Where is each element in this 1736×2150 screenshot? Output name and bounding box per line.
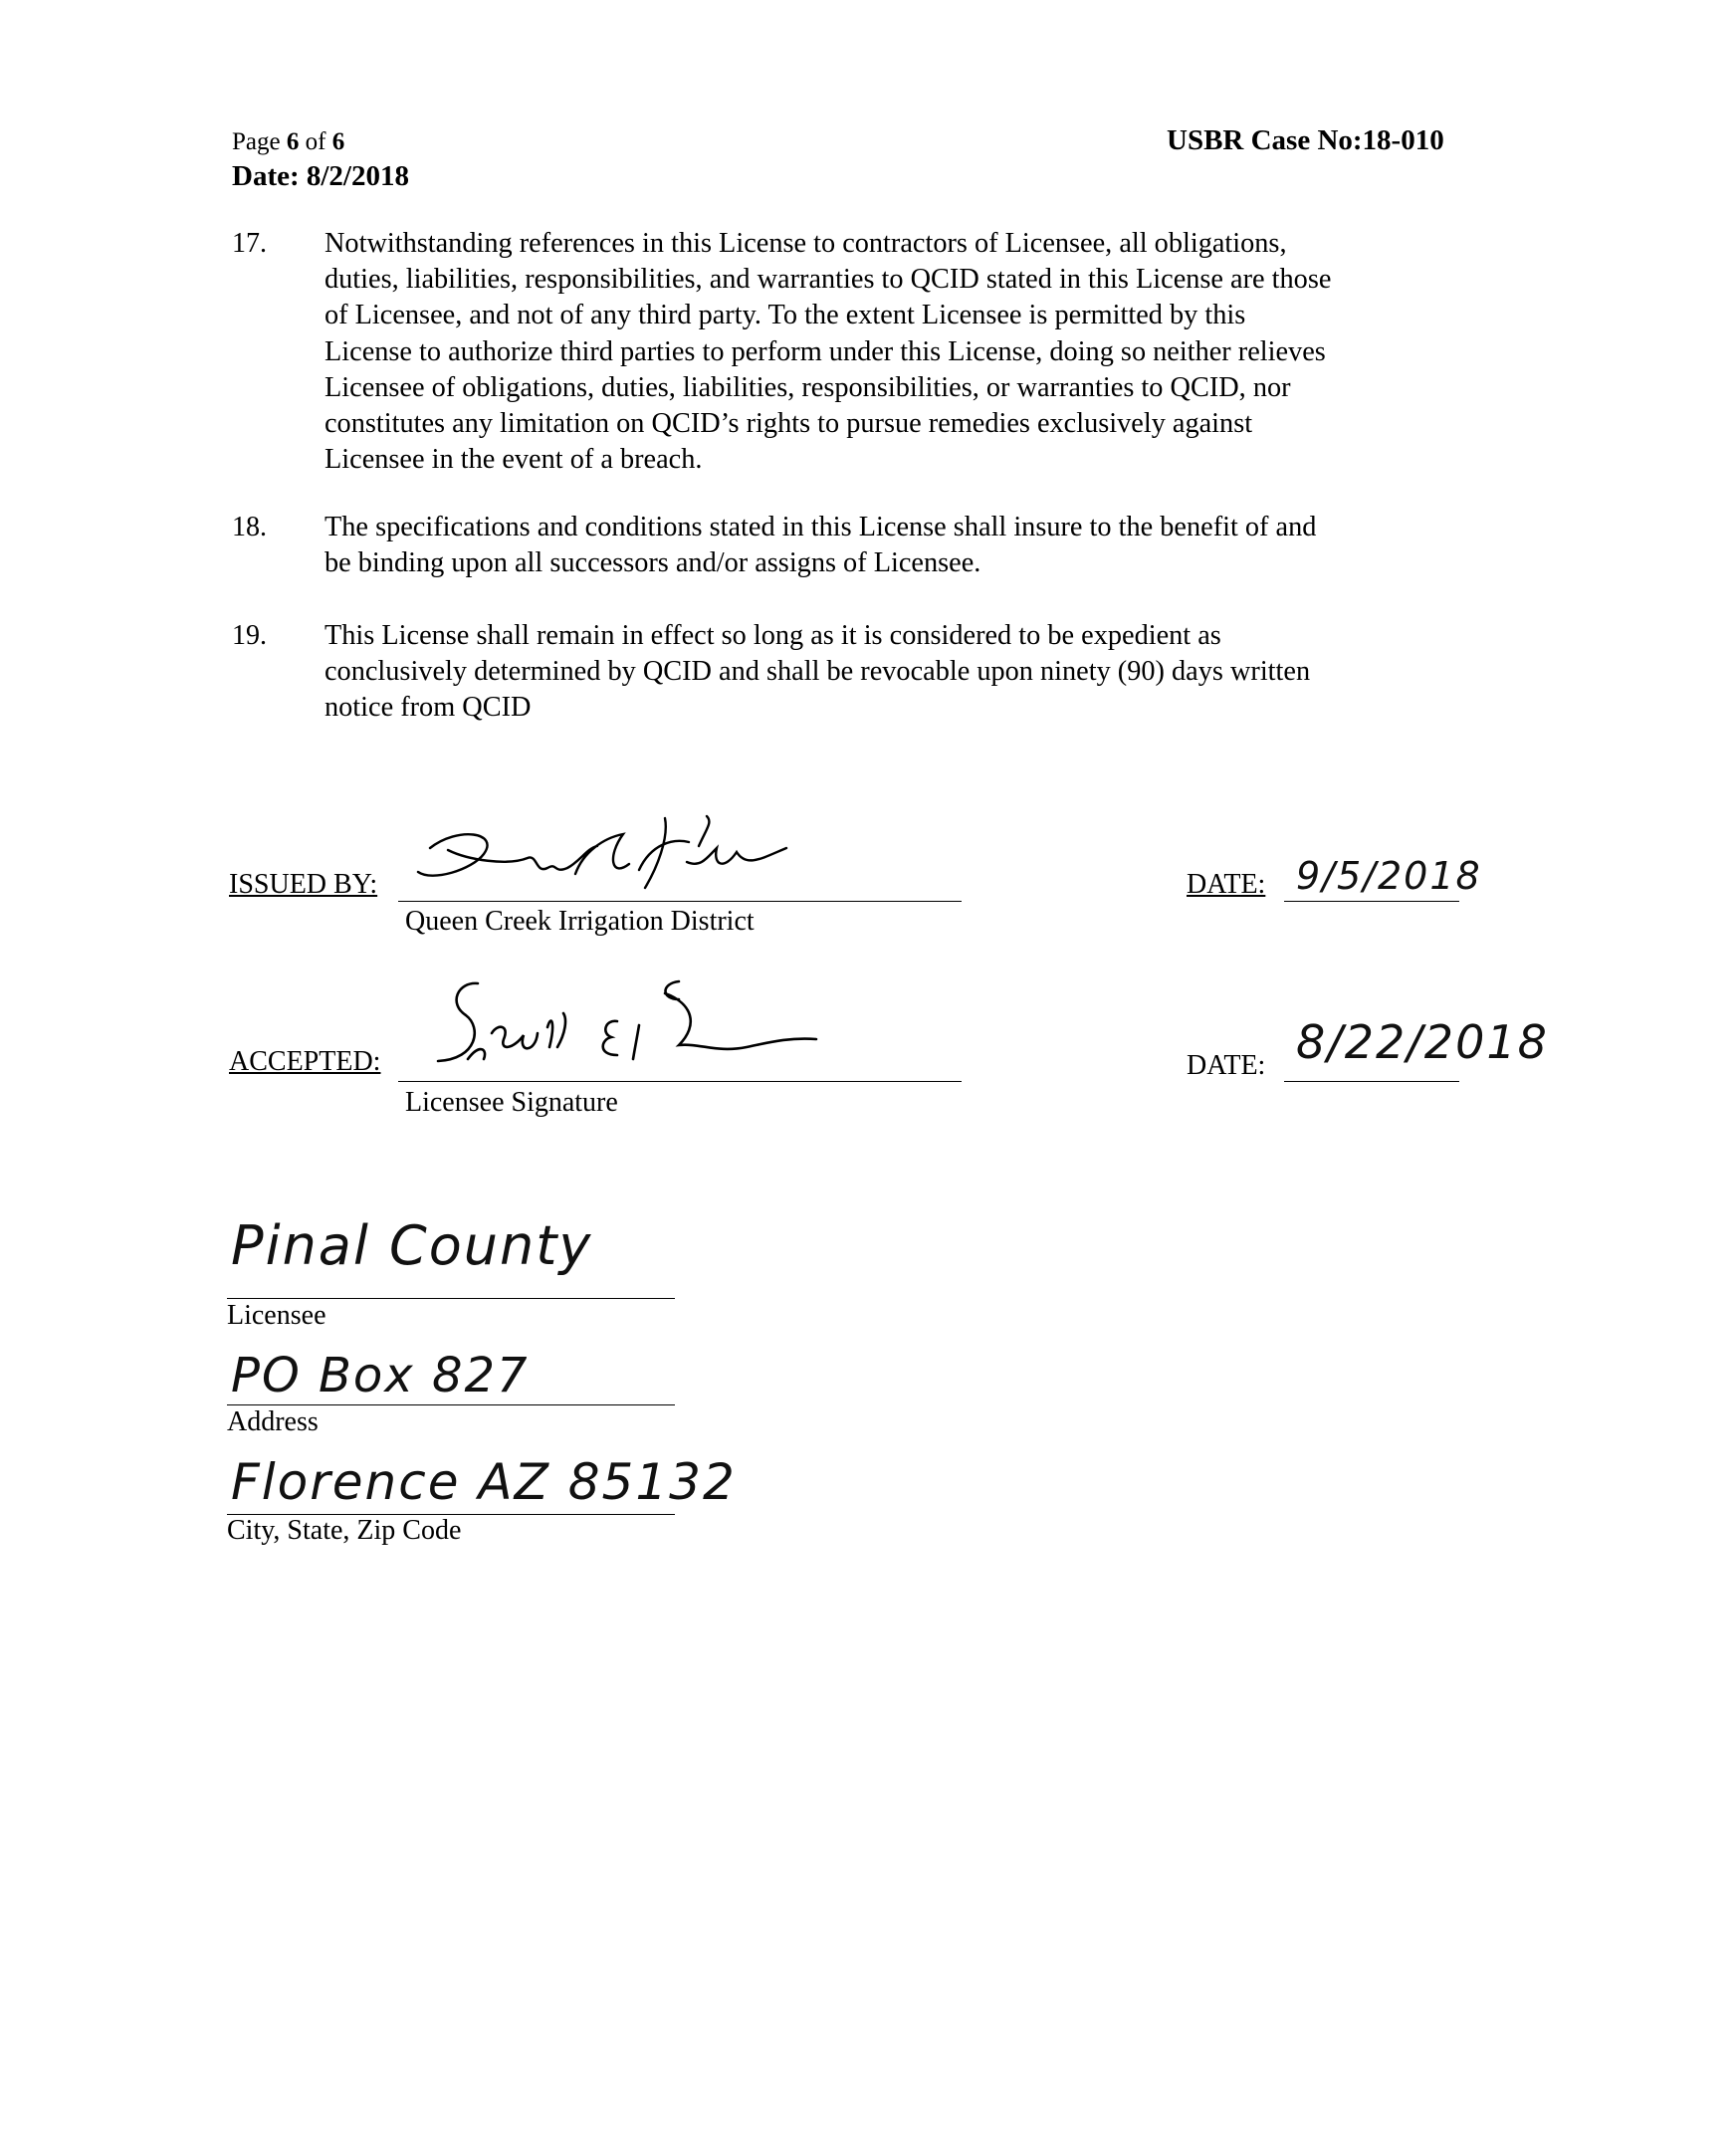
licensee-line [227, 1298, 675, 1299]
address-line [227, 1404, 675, 1405]
accepted-date-line [1284, 1081, 1459, 1082]
paragraph-text: This License shall remain in effect so long as it is considered to be expedient as conclusively determined by QCID and shall be revocable upon ninety (90) days written notice from QCID [325, 620, 1311, 724]
paragraph-number: 19. [232, 620, 267, 651]
city-state-zip-value: Florence AZ 85132 [231, 1453, 737, 1511]
page-number [232, 127, 344, 157]
page-prefix: Page [232, 128, 287, 155]
licensee-label: Licensee [227, 1300, 326, 1331]
page-of: of [299, 128, 332, 155]
issued-date-line [1284, 901, 1459, 902]
case-number: USBR Case No:18-010 [1167, 124, 1444, 156]
licensee-signature-icon [418, 964, 856, 1083]
issuer-signature-icon [408, 808, 826, 908]
issued-date-value: 9/5/2018 [1296, 854, 1482, 898]
issued-date-label: DATE: [1187, 869, 1266, 900]
address-value: PO Box 827 [231, 1348, 530, 1403]
licensee-value: Pinal County [231, 1214, 593, 1277]
accepted-date-value: 8/22/2018 [1296, 1015, 1549, 1069]
issuer-organization: Queen Creek Irrigation District [405, 906, 755, 937]
accepted-label: ACCEPTED: [229, 1046, 381, 1077]
address-label: Address [227, 1406, 319, 1437]
accepted-date-label: DATE: [1187, 1050, 1266, 1081]
page-current: 6 [286, 128, 300, 155]
city-state-zip-label: City, State, Zip Code [227, 1515, 462, 1546]
paragraph-text: Notwithstanding references in this License to contractors of Licensee, all obligations, duties, liabilities, responsibilities, and warranties to QCID stated in this License are those of Licensee, and not of any third party. To the extent Licensee is permitted by this License to authorize third parties to perform under this License, doing so neither relieves Licensee of obligations, duties, liabilities, responsibilities, or warranties to QCID, nor constitutes any limitation on QCID’s rights to pursue remedies exclusively against Licensee in the event of a breach. [325, 228, 1332, 476]
paragraph-number: 18. [232, 512, 267, 542]
paragraph-number: 17. [232, 228, 267, 259]
issued-by-label: ISSUED BY: [229, 869, 378, 900]
page-total: 6 [331, 128, 345, 155]
licensee-signature-label: Licensee Signature [405, 1087, 618, 1118]
paragraph-text: The specifications and conditions stated in this License shall insure to the benefit of and be binding upon all successors and/or assigns of Licensee. [325, 512, 1317, 579]
document-date: Date: 8/2/2018 [232, 160, 409, 192]
